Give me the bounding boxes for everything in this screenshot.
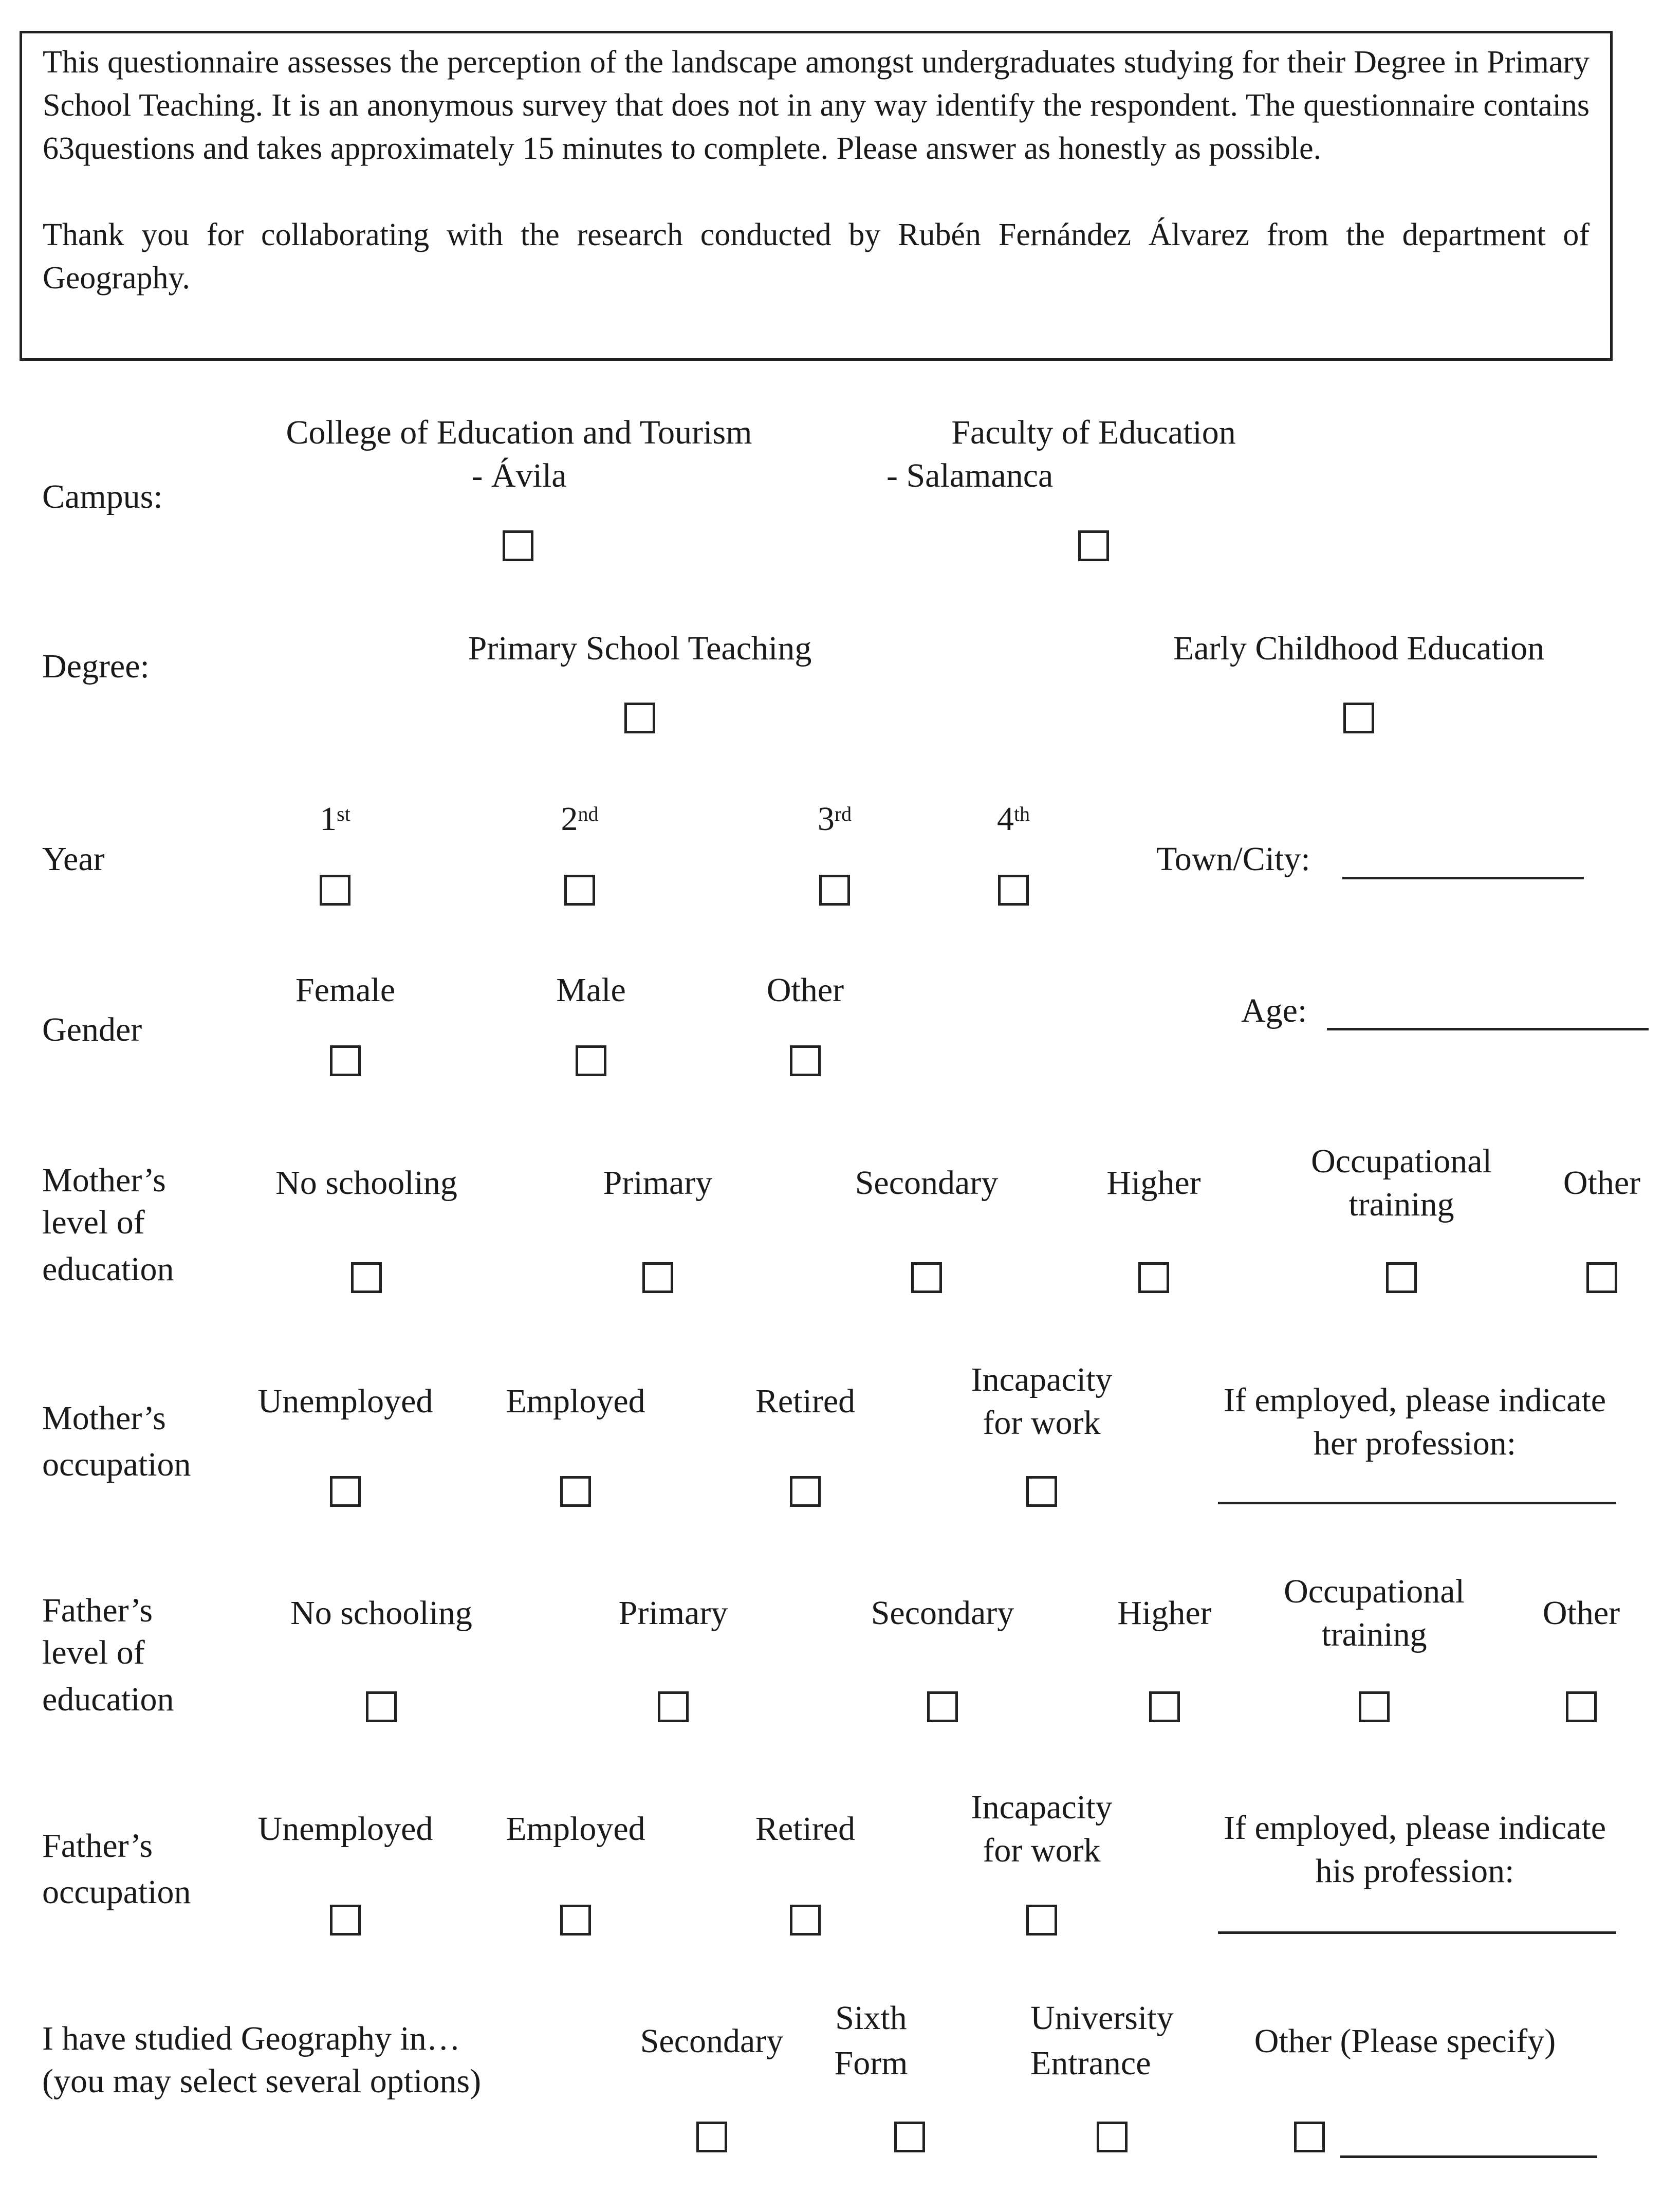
mother-education-option-no-schooling: No schooling [275, 1164, 457, 1202]
mother-education-label-line3: education [42, 1250, 174, 1288]
age-label: Age: [1241, 992, 1307, 1029]
gender-other-checkbox[interactable] [790, 1045, 821, 1076]
father-occupation-option-retired: Retired [755, 1810, 856, 1848]
mother-occupation-option-retired: Retired [755, 1382, 856, 1420]
father-education-other-checkbox[interactable] [1566, 1691, 1597, 1722]
mother-occupation-option-incapacity-line1: Incapacity [971, 1361, 1113, 1398]
father-education-label-line2: level of [42, 1634, 145, 1671]
degree-option-early-childhood: Early Childhood Education [1173, 630, 1545, 667]
geography-option-sixth-form-line2: Form [834, 2044, 908, 2082]
gender-option-female: Female [295, 971, 396, 1009]
geography-university-checkbox[interactable] [1097, 2122, 1128, 2152]
geography-sixth-form-checkbox[interactable] [894, 2122, 925, 2152]
geography-option-sixth-form-line1: Sixth [835, 1999, 907, 2037]
mother-occupation-unemployed-checkbox[interactable] [330, 1476, 361, 1507]
father-occupation-option-incapacity-line1: Incapacity [971, 1789, 1113, 1826]
year-1st-checkbox[interactable] [320, 875, 350, 906]
gender-option-other: Other [766, 971, 844, 1009]
father-education-option-primary: Primary [618, 1594, 728, 1632]
year-label: Year [42, 840, 105, 878]
mother-education-primary-checkbox[interactable] [642, 1262, 673, 1293]
degree-option-primary: Primary School Teaching [468, 630, 812, 667]
geography-other-specify-field[interactable] [1340, 2155, 1597, 2158]
geography-option-university-line2: Entrance [1030, 2044, 1151, 2082]
geography-label-line1: I have studied Geography in… [42, 2020, 460, 2057]
father-education-label-line1: Father’s [42, 1592, 153, 1629]
geography-label-line2: (you may select several options) [42, 2062, 482, 2100]
mother-profession-prompt-line1: If employed, please indicate [1223, 1381, 1606, 1419]
campus-salamanca-checkbox[interactable] [1078, 530, 1109, 561]
town-city-field[interactable] [1342, 877, 1584, 879]
campus-option-avila-line2: - Ávila [471, 457, 567, 494]
age-field[interactable] [1327, 1028, 1649, 1030]
year-option-3rd: 3rd [817, 800, 852, 838]
father-education-option-no-schooling: No schooling [290, 1594, 472, 1632]
year-option-1st: 1st [320, 800, 350, 838]
mother-education-option-occupational-line2: training [1348, 1186, 1454, 1223]
mother-occupation-label-line1: Mother’s [42, 1399, 166, 1437]
year-option-4th: 4th [996, 800, 1030, 838]
mother-profession-field[interactable] [1218, 1502, 1616, 1504]
father-education-label-line3: education [42, 1681, 174, 1718]
campus-option-salamanca-line2: - Salamanca [886, 457, 1054, 494]
degree-early-childhood-checkbox[interactable] [1343, 703, 1374, 733]
mother-occupation-option-unemployed: Unemployed [257, 1382, 433, 1420]
mother-education-option-primary: Primary [603, 1164, 713, 1202]
mother-education-option-higher: Higher [1106, 1164, 1201, 1202]
father-education-occupational-checkbox[interactable] [1359, 1691, 1390, 1722]
campus-label: Campus: [42, 478, 163, 515]
gender-option-male: Male [556, 971, 626, 1009]
father-occupation-option-employed: Employed [506, 1810, 645, 1848]
father-occupation-unemployed-checkbox[interactable] [330, 1905, 361, 1935]
mother-education-option-secondary: Secondary [855, 1164, 999, 1202]
year-3rd-checkbox[interactable] [819, 875, 850, 906]
mother-education-other-checkbox[interactable] [1586, 1262, 1617, 1293]
mother-education-no-schooling-checkbox[interactable] [351, 1262, 382, 1293]
mother-education-label-line2: level of [42, 1204, 145, 1241]
mother-education-secondary-checkbox[interactable] [911, 1262, 942, 1293]
father-occupation-label-line2: occupation [42, 1873, 191, 1911]
father-education-option-secondary: Secondary [871, 1594, 1014, 1632]
year-2nd-checkbox[interactable] [564, 875, 595, 906]
mother-occupation-employed-checkbox[interactable] [560, 1476, 591, 1507]
geography-option-other: Other (Please specify) [1254, 2022, 1556, 2060]
father-education-option-other: Other [1542, 1594, 1620, 1632]
geography-option-university-line1: University [1030, 1999, 1174, 2037]
mother-education-option-occupational-line1: Occupational [1311, 1142, 1492, 1180]
mother-education-occupational-checkbox[interactable] [1386, 1262, 1417, 1293]
father-occupation-option-unemployed: Unemployed [257, 1810, 433, 1848]
campus-avila-checkbox[interactable] [503, 530, 533, 561]
father-occupation-option-incapacity-line2: for work [983, 1832, 1101, 1869]
father-education-higher-checkbox[interactable] [1149, 1691, 1180, 1722]
father-education-secondary-checkbox[interactable] [927, 1691, 958, 1722]
geography-option-secondary: Secondary [640, 2022, 784, 2060]
father-occupation-employed-checkbox[interactable] [560, 1905, 591, 1935]
gender-label: Gender [42, 1011, 142, 1048]
mother-education-option-other: Other [1563, 1164, 1641, 1202]
father-education-primary-checkbox[interactable] [658, 1691, 689, 1722]
mother-occupation-incapacity-checkbox[interactable] [1026, 1476, 1057, 1507]
father-profession-prompt-line2: his profession: [1315, 1852, 1514, 1890]
geography-other-checkbox[interactable] [1294, 2122, 1325, 2152]
town-city-label: Town/City: [1156, 840, 1310, 878]
intro-box [20, 31, 1613, 361]
degree-label: Degree: [42, 648, 150, 685]
mother-occupation-label-line2: occupation [42, 1446, 191, 1483]
father-education-no-schooling-checkbox[interactable] [366, 1691, 397, 1722]
geography-secondary-checkbox[interactable] [696, 2122, 727, 2152]
intro-paragraph-2: Thank you for collaborating with the research conducted by Rubén Fernández Álvarez from the department of Geography. [43, 217, 1590, 296]
campus-option-salamanca-line1: Faculty of Education [951, 414, 1236, 451]
year-option-2nd: 2nd [561, 800, 599, 838]
intro-paragraph-1: This questionnaire assesses the perception of the landscape amongst undergraduates studying for their Degree in Primary School Teaching. It is an anonymous survey that does not in any way identify the respondent. The questionnaire contains 63questions and takes approximately 15 minutes to complete. Please answer as honestly as possible. [43, 45, 1590, 166]
mother-profession-prompt-line2: her profession: [1313, 1425, 1517, 1462]
degree-primary-checkbox[interactable] [624, 703, 655, 733]
mother-education-label-line1: Mother’s [42, 1162, 166, 1199]
gender-female-checkbox[interactable] [330, 1045, 361, 1076]
father-occupation-retired-checkbox[interactable] [790, 1905, 821, 1935]
year-4th-checkbox[interactable] [998, 875, 1029, 906]
campus-option-avila-line1: College of Education and Tourism [286, 414, 752, 451]
father-occupation-incapacity-checkbox[interactable] [1026, 1905, 1057, 1935]
father-profession-field[interactable] [1218, 1931, 1616, 1934]
father-profession-prompt-line1: If employed, please indicate [1223, 1809, 1606, 1847]
gender-male-checkbox[interactable] [576, 1045, 606, 1076]
father-education-option-occupational-line1: Occupational [1284, 1573, 1465, 1610]
father-education-option-occupational-line2: training [1321, 1616, 1427, 1653]
mother-occupation-option-incapacity-line2: for work [983, 1404, 1101, 1442]
father-education-option-higher: Higher [1117, 1594, 1212, 1632]
mother-education-higher-checkbox[interactable] [1138, 1262, 1169, 1293]
mother-occupation-retired-checkbox[interactable] [790, 1476, 821, 1507]
father-occupation-label-line1: Father’s [42, 1827, 153, 1865]
mother-occupation-option-employed: Employed [506, 1382, 645, 1420]
